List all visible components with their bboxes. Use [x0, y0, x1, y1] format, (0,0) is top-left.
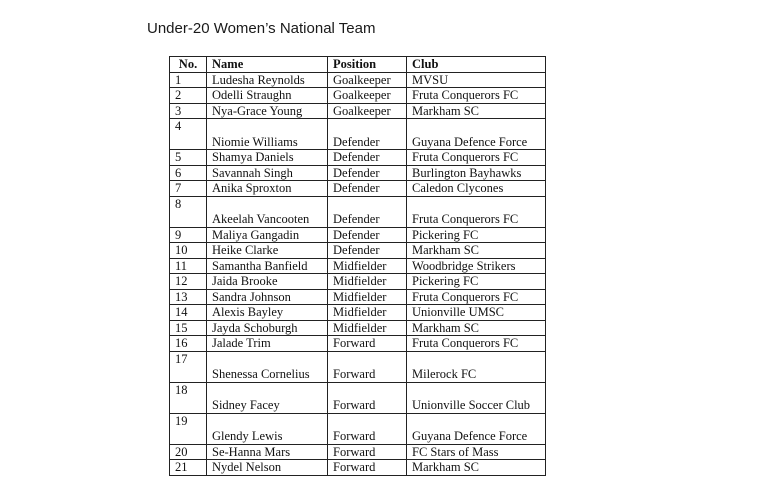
- cell-club: Fruta Conquerors FC: [407, 196, 546, 227]
- table-row: [170, 150, 546, 166]
- cell-name: Anika Sproxton: [207, 181, 328, 197]
- table-row: [170, 382, 546, 413]
- cell-name: Savannah Singh: [207, 165, 328, 181]
- cell-position: Midfielder: [328, 289, 407, 305]
- cell-club: Caledon Clycones: [407, 181, 546, 197]
- cell-name: Nya-Grace Young: [207, 103, 328, 119]
- cell-position: Defender: [328, 196, 407, 227]
- cell-name: Sandra Johnson: [207, 289, 328, 305]
- roster-body: [170, 72, 546, 475]
- cell-no: 11: [170, 258, 207, 274]
- header-club: Club: [407, 57, 546, 73]
- cell-club: Burlington Bayhawks: [407, 165, 546, 181]
- cell-no: 10: [170, 243, 207, 259]
- cell-position: Midfielder: [328, 274, 407, 290]
- cell-name: Jayda Schoburgh: [207, 320, 328, 336]
- table-row: [170, 196, 546, 227]
- header-no: No.: [170, 57, 207, 73]
- cell-position: Forward: [328, 382, 407, 413]
- cell-position: Midfielder: [328, 305, 407, 321]
- cell-name: Jalade Trim: [207, 336, 328, 352]
- cell-no: 17: [170, 351, 207, 382]
- cell-club: Markham SC: [407, 103, 546, 119]
- cell-name: Samantha Banfield: [207, 258, 328, 274]
- cell-name: Odelli Straughn: [207, 88, 328, 104]
- cell-club: Fruta Conquerors FC: [407, 88, 546, 104]
- cell-no: 18: [170, 382, 207, 413]
- cell-position: Midfielder: [328, 258, 407, 274]
- cell-position: Goalkeeper: [328, 72, 407, 88]
- cell-name: Nydel Nelson: [207, 460, 328, 476]
- table-header-row: [170, 57, 546, 73]
- cell-no: 7: [170, 181, 207, 197]
- cell-club: Markham SC: [407, 460, 546, 476]
- table-row: [170, 119, 546, 150]
- table-row: [170, 165, 546, 181]
- cell-no: 8: [170, 196, 207, 227]
- cell-position: Forward: [328, 460, 407, 476]
- document-title: Under-20 Women’s National Team: [147, 20, 376, 37]
- table-row: [170, 444, 546, 460]
- cell-position: Midfielder: [328, 320, 407, 336]
- cell-name: Ludesha Reynolds: [207, 72, 328, 88]
- cell-club: Pickering FC: [407, 274, 546, 290]
- cell-club: Markham SC: [407, 320, 546, 336]
- table-row: [170, 274, 546, 290]
- cell-position: Defender: [328, 227, 407, 243]
- cell-no: 4: [170, 119, 207, 150]
- table-row: [170, 413, 546, 444]
- cell-position: Goalkeeper: [328, 103, 407, 119]
- cell-name: Jaida Brooke: [207, 274, 328, 290]
- cell-club: Markham SC: [407, 243, 546, 259]
- cell-club: Fruta Conquerors FC: [407, 289, 546, 305]
- table-row: [170, 227, 546, 243]
- cell-club: Guyana Defence Force: [407, 413, 546, 444]
- cell-no: 20: [170, 444, 207, 460]
- table-row: [170, 72, 546, 88]
- table-row: [170, 305, 546, 321]
- cell-position: Defender: [328, 119, 407, 150]
- table-row: [170, 460, 546, 476]
- cell-club: Woodbridge Strikers: [407, 258, 546, 274]
- cell-club: Unionville Soccer Club: [407, 382, 546, 413]
- cell-position: Forward: [328, 351, 407, 382]
- cell-club: Pickering FC: [407, 227, 546, 243]
- cell-club: Fruta Conquerors FC: [407, 150, 546, 166]
- cell-name: Akeelah Vancooten: [207, 196, 328, 227]
- cell-no: 16: [170, 336, 207, 352]
- table-row: [170, 289, 546, 305]
- cell-no: 19: [170, 413, 207, 444]
- table-row: [170, 351, 546, 382]
- cell-no: 21: [170, 460, 207, 476]
- cell-name: Glendy Lewis: [207, 413, 328, 444]
- cell-position: Defender: [328, 165, 407, 181]
- cell-no: 1: [170, 72, 207, 88]
- cell-no: 2: [170, 88, 207, 104]
- roster-table: [169, 56, 546, 476]
- cell-position: Defender: [328, 243, 407, 259]
- cell-club: Unionville UMSC: [407, 305, 546, 321]
- cell-name: Maliya Gangadin: [207, 227, 328, 243]
- cell-name: Se-Hanna Mars: [207, 444, 328, 460]
- cell-no: 9: [170, 227, 207, 243]
- cell-position: Forward: [328, 336, 407, 352]
- cell-name: Shamya Daniels: [207, 150, 328, 166]
- cell-no: 5: [170, 150, 207, 166]
- table-row: [170, 258, 546, 274]
- table-row: [170, 181, 546, 197]
- cell-position: Defender: [328, 150, 407, 166]
- cell-club: MVSU: [407, 72, 546, 88]
- cell-no: 12: [170, 274, 207, 290]
- cell-club: FC Stars of Mass: [407, 444, 546, 460]
- cell-name: Heike Clarke: [207, 243, 328, 259]
- cell-position: Forward: [328, 444, 407, 460]
- table-row: [170, 103, 546, 119]
- cell-name: Shenessa Cornelius: [207, 351, 328, 382]
- cell-name: Alexis Bayley: [207, 305, 328, 321]
- header-position: Position: [328, 57, 407, 73]
- table-row: [170, 336, 546, 352]
- cell-name: Sidney Facey: [207, 382, 328, 413]
- cell-no: 13: [170, 289, 207, 305]
- cell-no: 3: [170, 103, 207, 119]
- cell-no: 15: [170, 320, 207, 336]
- cell-name: Niomie Williams: [207, 119, 328, 150]
- cell-position: Defender: [328, 181, 407, 197]
- cell-club: Milerock FC: [407, 351, 546, 382]
- cell-no: 6: [170, 165, 207, 181]
- table-row: [170, 88, 546, 104]
- table-row: [170, 243, 546, 259]
- header-name: Name: [207, 57, 328, 73]
- cell-position: Goalkeeper: [328, 88, 407, 104]
- cell-no: 14: [170, 305, 207, 321]
- cell-position: Forward: [328, 413, 407, 444]
- cell-club: Guyana Defence Force: [407, 119, 546, 150]
- cell-club: Fruta Conquerors FC: [407, 336, 546, 352]
- table-row: [170, 320, 546, 336]
